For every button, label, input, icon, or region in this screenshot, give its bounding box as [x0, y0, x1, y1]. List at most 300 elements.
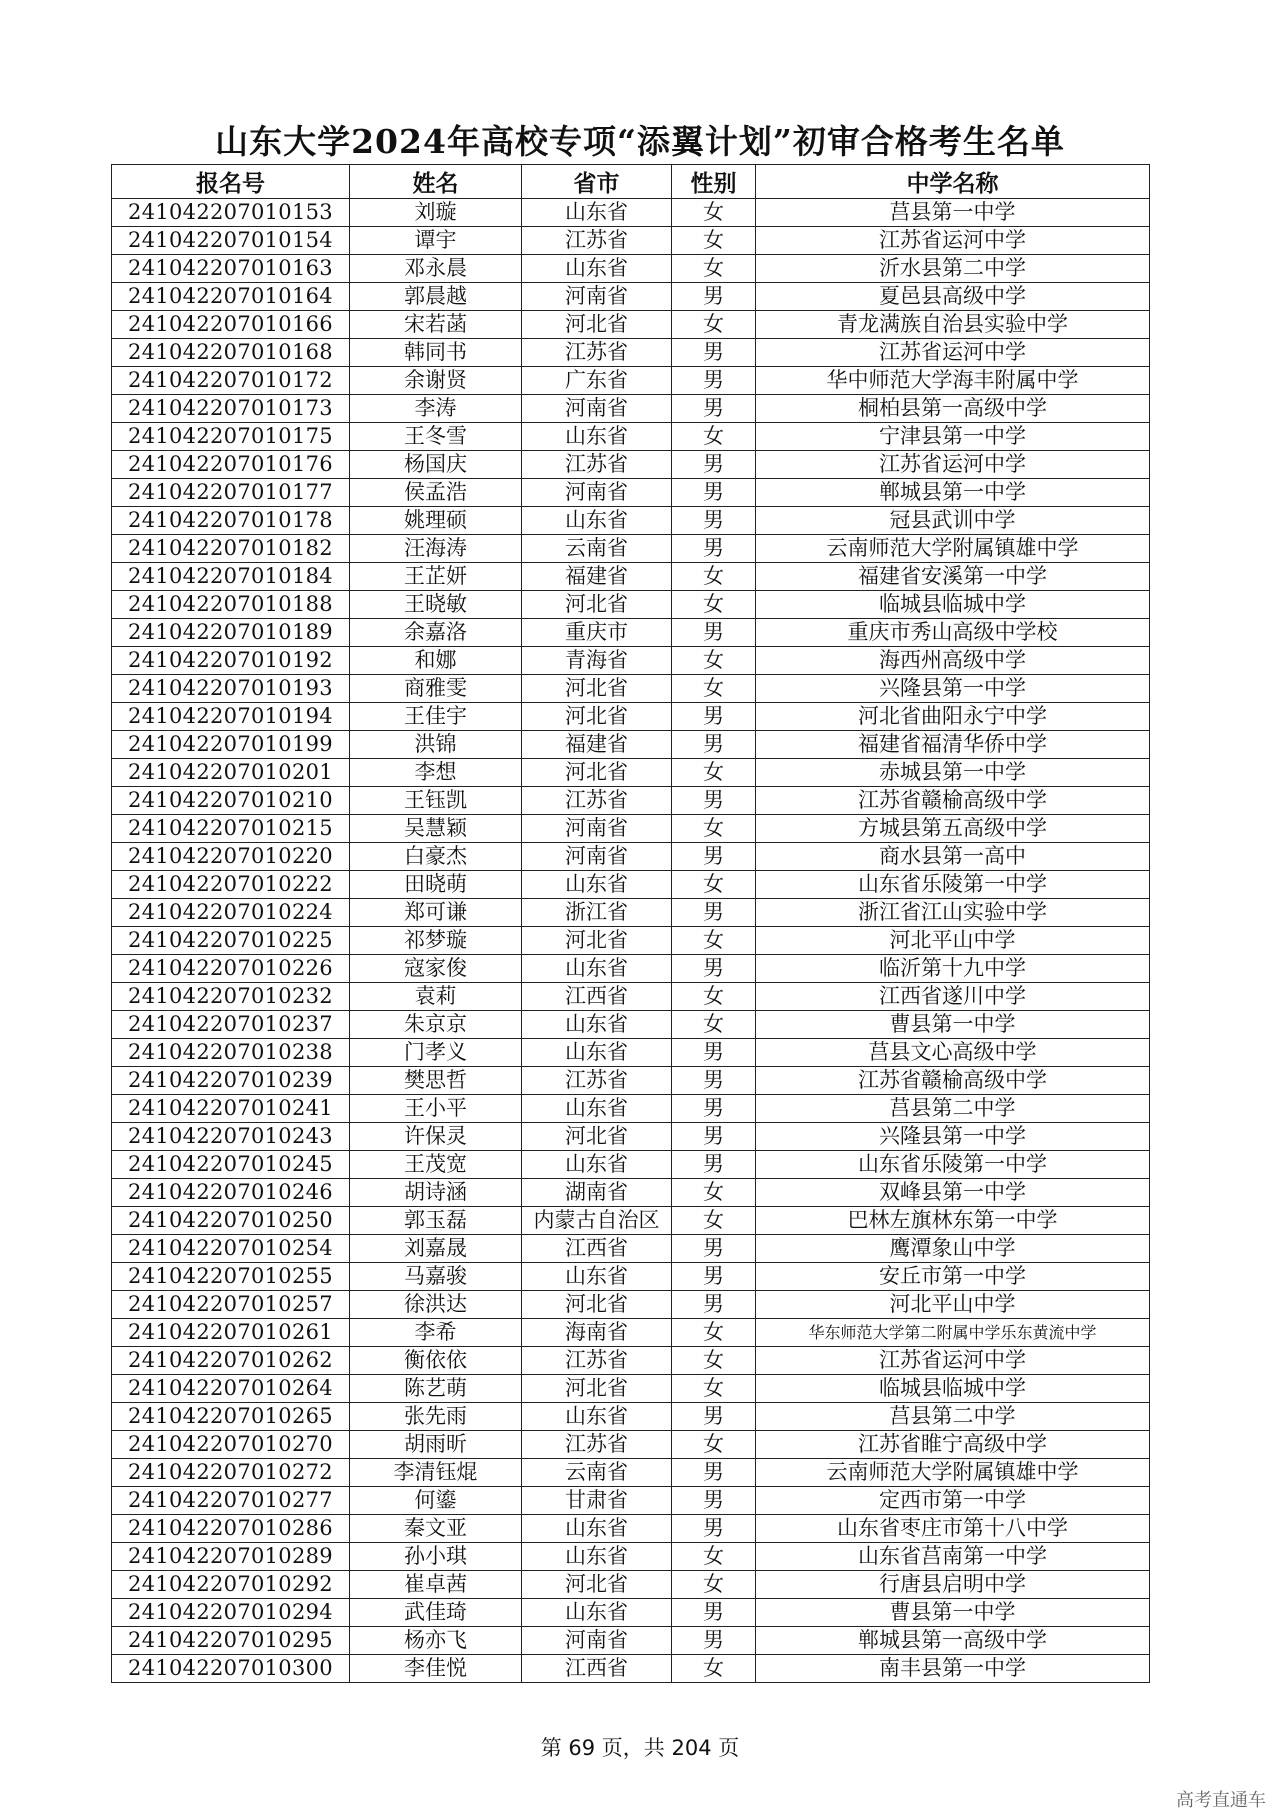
province-cell: 广东省: [522, 367, 672, 395]
table-row: [112, 1179, 1150, 1207]
table-row: [112, 759, 1150, 787]
student-name-cell: 祁梦璇: [350, 927, 522, 955]
table-row: [112, 1039, 1150, 1067]
registration-id-cell: 241042207010189: [112, 619, 350, 647]
table-row: [112, 1347, 1150, 1375]
registration-id-cell: 241042207010250: [112, 1207, 350, 1235]
registration-id-cell: 241042207010199: [112, 731, 350, 759]
student-name-cell: 王钰凯: [350, 787, 522, 815]
column-header-id: 报名号: [112, 165, 350, 199]
province-cell: 江苏省: [522, 451, 672, 479]
table-body: [112, 199, 1150, 1683]
gender-cell: 男: [672, 1123, 756, 1151]
registration-id-cell: 241042207010270: [112, 1431, 350, 1459]
registration-id-cell: 241042207010239: [112, 1067, 350, 1095]
registration-id-cell: 241042207010245: [112, 1151, 350, 1179]
registration-id-cell: 241042207010254: [112, 1235, 350, 1263]
school-name-cell: 桐柏县第一高级中学: [756, 395, 1150, 423]
student-name-cell: 李希: [350, 1319, 522, 1347]
registration-id-cell: 241042207010289: [112, 1543, 350, 1571]
table-row: [112, 535, 1150, 563]
table-row: [112, 787, 1150, 815]
province-cell: 河北省: [522, 675, 672, 703]
province-cell: 江苏省: [522, 1431, 672, 1459]
gender-cell: 女: [672, 1571, 756, 1599]
province-cell: 云南省: [522, 535, 672, 563]
registration-id-cell: 241042207010226: [112, 955, 350, 983]
student-name-cell: 商雅雯: [350, 675, 522, 703]
registration-id-cell: 241042207010225: [112, 927, 350, 955]
table-row: [112, 283, 1150, 311]
registration-id-cell: 241042207010246: [112, 1179, 350, 1207]
table-row: [112, 227, 1150, 255]
registration-id-cell: 241042207010264: [112, 1375, 350, 1403]
gender-cell: 女: [672, 927, 756, 955]
table-row: [112, 563, 1150, 591]
gender-cell: 女: [672, 591, 756, 619]
student-name-cell: 王芷妍: [350, 563, 522, 591]
table-row: [112, 479, 1150, 507]
province-cell: 山东省: [522, 1599, 672, 1627]
registration-id-cell: 241042207010272: [112, 1459, 350, 1487]
student-name-cell: 何鎏: [350, 1487, 522, 1515]
student-name-cell: 王冬雪: [350, 423, 522, 451]
student-name-cell: 洪锦: [350, 731, 522, 759]
gender-cell: 女: [672, 1207, 756, 1235]
gender-cell: 男: [672, 619, 756, 647]
student-name-cell: 郑可谦: [350, 899, 522, 927]
school-name-cell: 莒县第二中学: [756, 1095, 1150, 1123]
school-name-cell: 双峰县第一中学: [756, 1179, 1150, 1207]
province-cell: 河北省: [522, 927, 672, 955]
gender-cell: 女: [672, 563, 756, 591]
student-name-cell: 和娜: [350, 647, 522, 675]
school-name-cell: 福建省安溪第一中学: [756, 563, 1150, 591]
table-row: [112, 1459, 1150, 1487]
province-cell: 江苏省: [522, 227, 672, 255]
gender-cell: 男: [672, 1291, 756, 1319]
student-name-cell: 崔卓茜: [350, 1571, 522, 1599]
table-row: [112, 1291, 1150, 1319]
province-cell: 江西省: [522, 1235, 672, 1263]
registration-id-cell: 241042207010177: [112, 479, 350, 507]
province-cell: 山东省: [522, 1039, 672, 1067]
registration-id-cell: 241042207010292: [112, 1571, 350, 1599]
province-cell: 浙江省: [522, 899, 672, 927]
student-name-cell: 田晓萌: [350, 871, 522, 899]
student-name-cell: 胡诗涵: [350, 1179, 522, 1207]
province-cell: 山东省: [522, 1095, 672, 1123]
school-name-cell: 郸城县第一高级中学: [756, 1627, 1150, 1655]
province-cell: 福建省: [522, 563, 672, 591]
student-name-cell: 许保灵: [350, 1123, 522, 1151]
gender-cell: 女: [672, 1431, 756, 1459]
school-name-cell: 兴隆县第一中学: [756, 1123, 1150, 1151]
registration-id-cell: 241042207010168: [112, 339, 350, 367]
school-name-cell: 兴隆县第一中学: [756, 675, 1150, 703]
table-row: [112, 983, 1150, 1011]
table-row: [112, 1515, 1150, 1543]
student-name-cell: 谭宇: [350, 227, 522, 255]
table-row: [112, 1431, 1150, 1459]
table-row: [112, 871, 1150, 899]
province-cell: 江苏省: [522, 1347, 672, 1375]
student-name-cell: 姚理硕: [350, 507, 522, 535]
school-name-cell: 临城县临城中学: [756, 591, 1150, 619]
table-row: [112, 311, 1150, 339]
registration-id-cell: 241042207010243: [112, 1123, 350, 1151]
gender-cell: 男: [672, 731, 756, 759]
province-cell: 山东省: [522, 1403, 672, 1431]
registration-id-cell: 241042207010194: [112, 703, 350, 731]
registration-id-cell: 241042207010300: [112, 1655, 350, 1683]
table-row: [112, 395, 1150, 423]
province-cell: 青海省: [522, 647, 672, 675]
province-cell: 山东省: [522, 507, 672, 535]
school-name-cell: 江苏省睢宁高级中学: [756, 1431, 1150, 1459]
registration-id-cell: 241042207010222: [112, 871, 350, 899]
table-row: [112, 1543, 1150, 1571]
table-row: [112, 339, 1150, 367]
province-cell: 山东省: [522, 1543, 672, 1571]
student-name-cell: 樊思哲: [350, 1067, 522, 1095]
column-header-school: 中学名称: [756, 165, 1150, 199]
student-name-cell: 侯孟浩: [350, 479, 522, 507]
table-row: [112, 1487, 1150, 1515]
school-name-cell: 南丰县第一中学: [756, 1655, 1150, 1683]
table-row: [112, 1207, 1150, 1235]
school-name-cell: 莒县第一中学: [756, 199, 1150, 227]
student-name-cell: 陈艺萌: [350, 1375, 522, 1403]
province-cell: 河北省: [522, 591, 672, 619]
table-row: [112, 591, 1150, 619]
province-cell: 山东省: [522, 423, 672, 451]
school-name-cell: 江苏省赣榆高级中学: [756, 1067, 1150, 1095]
school-name-cell: 曹县第一中学: [756, 1011, 1150, 1039]
column-header-gender: 性别: [672, 165, 756, 199]
school-name-cell: 莒县文心高级中学: [756, 1039, 1150, 1067]
province-cell: 江苏省: [522, 339, 672, 367]
province-cell: 山东省: [522, 955, 672, 983]
candidate-table: [111, 164, 1150, 1683]
province-cell: 山东省: [522, 1515, 672, 1543]
table-row: [112, 1123, 1150, 1151]
school-name-cell: 重庆市秀山高级中学校: [756, 619, 1150, 647]
student-name-cell: 李佳悦: [350, 1655, 522, 1683]
gender-cell: 男: [672, 367, 756, 395]
province-cell: 山东省: [522, 1263, 672, 1291]
table-row: [112, 1095, 1150, 1123]
table-row: [112, 647, 1150, 675]
student-name-cell: 吴慧颖: [350, 815, 522, 843]
registration-id-cell: 241042207010182: [112, 535, 350, 563]
gender-cell: 男: [672, 1067, 756, 1095]
table-header-row: [112, 165, 1150, 199]
school-name-cell: 定西市第一中学: [756, 1487, 1150, 1515]
province-cell: 江苏省: [522, 787, 672, 815]
table-row: [112, 1627, 1150, 1655]
province-cell: 山东省: [522, 199, 672, 227]
school-name-cell: 赤城县第一中学: [756, 759, 1150, 787]
student-name-cell: 余嘉洛: [350, 619, 522, 647]
school-name-cell: 冠县武训中学: [756, 507, 1150, 535]
gender-cell: 女: [672, 983, 756, 1011]
gender-cell: 男: [672, 1095, 756, 1123]
school-name-cell: 浙江省江山实验中学: [756, 899, 1150, 927]
registration-id-cell: 241042207010164: [112, 283, 350, 311]
table-row: [112, 507, 1150, 535]
student-name-cell: 马嘉骏: [350, 1263, 522, 1291]
registration-id-cell: 241042207010163: [112, 255, 350, 283]
registration-id-cell: 241042207010294: [112, 1599, 350, 1627]
registration-id-cell: 241042207010154: [112, 227, 350, 255]
student-name-cell: 刘璇: [350, 199, 522, 227]
table-row: [112, 255, 1150, 283]
school-name-cell: 方城县第五高级中学: [756, 815, 1150, 843]
province-cell: 江西省: [522, 983, 672, 1011]
school-name-cell: 鹰潭象山中学: [756, 1235, 1150, 1263]
school-name-cell: 海西州高级中学: [756, 647, 1150, 675]
school-name-cell: 商水县第一高中: [756, 843, 1150, 871]
registration-id-cell: 241042207010286: [112, 1515, 350, 1543]
gender-cell: 男: [672, 395, 756, 423]
table-row: [112, 955, 1150, 983]
student-name-cell: 李涛: [350, 395, 522, 423]
province-cell: 山东省: [522, 871, 672, 899]
school-name-cell: 巴林左旗林东第一中学: [756, 1207, 1150, 1235]
student-name-cell: 邓永晨: [350, 255, 522, 283]
province-cell: 江苏省: [522, 1067, 672, 1095]
gender-cell: 男: [672, 1403, 756, 1431]
registration-id-cell: 241042207010265: [112, 1403, 350, 1431]
registration-id-cell: 241042207010188: [112, 591, 350, 619]
table-row: [112, 843, 1150, 871]
student-name-cell: 衡依依: [350, 1347, 522, 1375]
table-row: [112, 1263, 1150, 1291]
registration-id-cell: 241042207010255: [112, 1263, 350, 1291]
table-row: [112, 451, 1150, 479]
student-name-cell: 郭晨越: [350, 283, 522, 311]
table-row: [112, 927, 1150, 955]
gender-cell: 男: [672, 283, 756, 311]
school-name-cell: 青龙满族自治县实验中学: [756, 311, 1150, 339]
registration-id-cell: 241042207010178: [112, 507, 350, 535]
student-name-cell: 韩同书: [350, 339, 522, 367]
province-cell: 河南省: [522, 1627, 672, 1655]
province-cell: 河南省: [522, 283, 672, 311]
school-name-cell: 江西省遂川中学: [756, 983, 1150, 1011]
gender-cell: 男: [672, 1627, 756, 1655]
student-name-cell: 张先雨: [350, 1403, 522, 1431]
school-name-cell: 华中师范大学海丰附属中学: [756, 367, 1150, 395]
gender-cell: 女: [672, 759, 756, 787]
student-name-cell: 汪海涛: [350, 535, 522, 563]
school-name-cell: 山东省乐陵第一中学: [756, 1151, 1150, 1179]
registration-id-cell: 241042207010237: [112, 1011, 350, 1039]
province-cell: 江西省: [522, 1655, 672, 1683]
province-cell: 山东省: [522, 1151, 672, 1179]
table-row: [112, 675, 1150, 703]
student-name-cell: 白豪杰: [350, 843, 522, 871]
table-row: [112, 703, 1150, 731]
student-name-cell: 袁莉: [350, 983, 522, 1011]
table-row: [112, 367, 1150, 395]
gender-cell: 女: [672, 1543, 756, 1571]
province-cell: 山东省: [522, 1011, 672, 1039]
school-name-cell: 山东省乐陵第一中学: [756, 871, 1150, 899]
school-name-cell: 安丘市第一中学: [756, 1263, 1150, 1291]
gender-cell: 男: [672, 1039, 756, 1067]
gender-cell: 男: [672, 843, 756, 871]
province-cell: 河北省: [522, 703, 672, 731]
registration-id-cell: 241042207010295: [112, 1627, 350, 1655]
registration-id-cell: 241042207010176: [112, 451, 350, 479]
registration-id-cell: 241042207010201: [112, 759, 350, 787]
student-name-cell: 余谢贤: [350, 367, 522, 395]
student-name-cell: 徐洪达: [350, 1291, 522, 1319]
table-row: [112, 1235, 1150, 1263]
province-cell: 甘肃省: [522, 1487, 672, 1515]
student-name-cell: 胡雨昕: [350, 1431, 522, 1459]
table-row: [112, 1151, 1150, 1179]
registration-id-cell: 241042207010210: [112, 787, 350, 815]
gender-cell: 男: [672, 339, 756, 367]
gender-cell: 男: [672, 955, 756, 983]
student-name-cell: 朱京京: [350, 1011, 522, 1039]
gender-cell: 女: [672, 675, 756, 703]
gender-cell: 女: [672, 1319, 756, 1347]
watermark: 高考直通车: [1176, 1790, 1266, 1811]
student-name-cell: 宋若菡: [350, 311, 522, 339]
table-row: [112, 731, 1150, 759]
gender-cell: 男: [672, 1515, 756, 1543]
registration-id-cell: 241042207010166: [112, 311, 350, 339]
gender-cell: 男: [672, 703, 756, 731]
registration-id-cell: 241042207010224: [112, 899, 350, 927]
gender-cell: 男: [672, 1487, 756, 1515]
student-name-cell: 孙小琪: [350, 1543, 522, 1571]
table-row: [112, 1067, 1150, 1095]
registration-id-cell: 241042207010238: [112, 1039, 350, 1067]
school-name-cell: 云南师范大学附属镇雄中学: [756, 1459, 1150, 1487]
page-number: 第 69 页，共 204 页: [540, 1736, 740, 1760]
student-name-cell: 李想: [350, 759, 522, 787]
school-name-cell: 临城县临城中学: [756, 1375, 1150, 1403]
registration-id-cell: 241042207010261: [112, 1319, 350, 1347]
province-cell: 河南省: [522, 395, 672, 423]
province-cell: 云南省: [522, 1459, 672, 1487]
registration-id-cell: 241042207010175: [112, 423, 350, 451]
school-name-cell: 江苏省运河中学: [756, 451, 1150, 479]
province-cell: 海南省: [522, 1319, 672, 1347]
registration-id-cell: 241042207010262: [112, 1347, 350, 1375]
registration-id-cell: 241042207010153: [112, 199, 350, 227]
school-name-cell: 曹县第一中学: [756, 1599, 1150, 1627]
table-row: [112, 1375, 1150, 1403]
student-name-cell: 杨亦飞: [350, 1627, 522, 1655]
gender-cell: 女: [672, 1179, 756, 1207]
gender-cell: 男: [672, 899, 756, 927]
page-title: 山东大学2024年高校专项“添翼计划”初审合格考生名单: [215, 122, 1065, 161]
school-name-cell: 莒县第二中学: [756, 1403, 1150, 1431]
registration-id-cell: 241042207010215: [112, 815, 350, 843]
school-name-cell: 华东师范大学第二附属中学乐东黄流中学: [756, 1319, 1150, 1347]
province-cell: 河北省: [522, 759, 672, 787]
province-cell: 河南省: [522, 843, 672, 871]
school-name-cell: 福建省福清华侨中学: [756, 731, 1150, 759]
school-name-cell: 河北平山中学: [756, 1291, 1150, 1319]
student-name-cell: 秦文亚: [350, 1515, 522, 1543]
gender-cell: 男: [672, 1459, 756, 1487]
province-cell: 河北省: [522, 1291, 672, 1319]
registration-id-cell: 241042207010193: [112, 675, 350, 703]
table-row: [112, 423, 1150, 451]
table-row: [112, 1403, 1150, 1431]
student-name-cell: 王小平: [350, 1095, 522, 1123]
province-cell: 福建省: [522, 731, 672, 759]
school-name-cell: 江苏省运河中学: [756, 339, 1150, 367]
province-cell: 河北省: [522, 1571, 672, 1599]
registration-id-cell: 241042207010192: [112, 647, 350, 675]
school-name-cell: 夏邑县高级中学: [756, 283, 1150, 311]
gender-cell: 女: [672, 647, 756, 675]
school-name-cell: 云南师范大学附属镇雄中学: [756, 535, 1150, 563]
student-name-cell: 郭玉磊: [350, 1207, 522, 1235]
gender-cell: 男: [672, 507, 756, 535]
student-name-cell: 王佳宇: [350, 703, 522, 731]
column-header-province: 省市: [522, 165, 672, 199]
school-name-cell: 河北省曲阳永宁中学: [756, 703, 1150, 731]
registration-id-cell: 241042207010173: [112, 395, 350, 423]
gender-cell: 女: [672, 1011, 756, 1039]
gender-cell: 男: [672, 535, 756, 563]
school-name-cell: 江苏省赣榆高级中学: [756, 787, 1150, 815]
gender-cell: 女: [672, 199, 756, 227]
table-row: [112, 1011, 1150, 1039]
gender-cell: 女: [672, 1375, 756, 1403]
student-name-cell: 杨国庆: [350, 451, 522, 479]
province-cell: 山东省: [522, 255, 672, 283]
school-name-cell: 江苏省运河中学: [756, 1347, 1150, 1375]
gender-cell: 女: [672, 227, 756, 255]
school-name-cell: 山东省莒南第一中学: [756, 1543, 1150, 1571]
school-name-cell: 河北平山中学: [756, 927, 1150, 955]
student-name-cell: 王茂宽: [350, 1151, 522, 1179]
gender-cell: 女: [672, 1347, 756, 1375]
gender-cell: 男: [672, 787, 756, 815]
registration-id-cell: 241042207010277: [112, 1487, 350, 1515]
province-cell: 河北省: [522, 1123, 672, 1151]
gender-cell: 男: [672, 1235, 756, 1263]
province-cell: 重庆市: [522, 619, 672, 647]
student-name-cell: 门孝义: [350, 1039, 522, 1067]
table-row: [112, 1571, 1150, 1599]
student-name-cell: 李清钰焜: [350, 1459, 522, 1487]
gender-cell: 女: [672, 815, 756, 843]
school-name-cell: 郸城县第一中学: [756, 479, 1150, 507]
table-row: [112, 199, 1150, 227]
school-name-cell: 沂水县第二中学: [756, 255, 1150, 283]
gender-cell: 男: [672, 451, 756, 479]
province-cell: 内蒙古自治区: [522, 1207, 672, 1235]
province-cell: 河北省: [522, 1375, 672, 1403]
province-cell: 湖南省: [522, 1179, 672, 1207]
table-row: [112, 899, 1150, 927]
gender-cell: 女: [672, 255, 756, 283]
table-row: [112, 619, 1150, 647]
gender-cell: 女: [672, 311, 756, 339]
student-name-cell: 寇家俊: [350, 955, 522, 983]
